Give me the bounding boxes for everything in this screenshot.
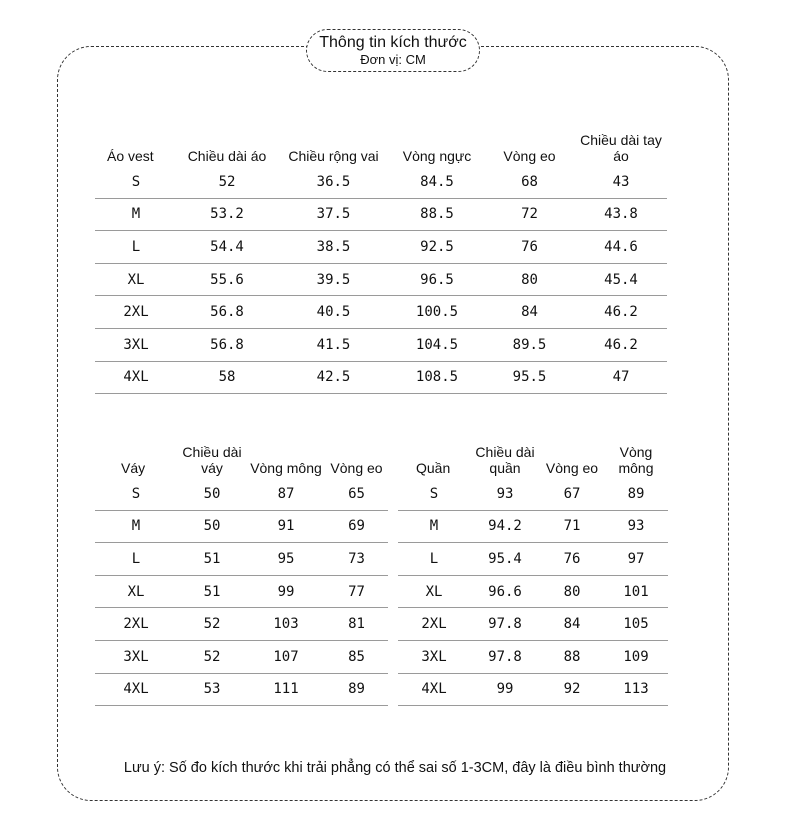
table-name: Váy xyxy=(121,460,146,476)
measurement-cell: 37.5 xyxy=(277,198,390,231)
vest-size-table xyxy=(95,132,667,394)
column-header: Vòng ngực xyxy=(402,148,472,164)
measurement-cell: 68 xyxy=(484,166,575,198)
measurement-cell: 97.8 xyxy=(470,608,540,641)
measurement-cell: 87 xyxy=(247,478,325,510)
measurement-cell: 109 xyxy=(604,640,668,673)
measurement-cell: 53 xyxy=(177,673,247,706)
measurement-cell: 103 xyxy=(247,608,325,641)
measurement-cell: 84 xyxy=(540,608,604,641)
title-badge xyxy=(306,29,480,72)
table-row xyxy=(398,640,668,673)
table-row xyxy=(95,166,667,198)
measurement-cell: 56.8 xyxy=(177,296,277,329)
unit-label: Đơn vị: CM xyxy=(360,52,426,67)
table-row xyxy=(95,640,388,673)
measurement-cell: 96.6 xyxy=(470,575,540,608)
table-name: Áo vest xyxy=(107,148,154,164)
measurement-cell: 72 xyxy=(484,198,575,231)
measurement-cell: 73 xyxy=(325,543,388,576)
measurement-cell: 95.4 xyxy=(470,543,540,576)
measurement-cell: 88 xyxy=(540,640,604,673)
table-row xyxy=(95,198,667,231)
table-row xyxy=(95,231,667,264)
measurement-cell: 92.5 xyxy=(390,231,484,264)
measurement-cell: 55.6 xyxy=(177,263,277,296)
table-row xyxy=(95,296,667,329)
column-header: Vòng mông xyxy=(618,444,654,476)
measurement-cell: 108.5 xyxy=(390,361,484,394)
measurement-cell: 46.2 xyxy=(575,328,667,361)
measurement-cell: 95 xyxy=(247,543,325,576)
table-row xyxy=(95,575,388,608)
size-label: 3XL xyxy=(95,328,177,361)
size-label: L xyxy=(95,543,177,576)
table-row xyxy=(95,478,388,510)
measurement-cell: 113 xyxy=(604,673,668,706)
measurement-cell: 71 xyxy=(540,510,604,543)
measurement-cell: 54.4 xyxy=(177,231,277,264)
measurement-cell: 65 xyxy=(325,478,388,510)
measurement-cell: 50 xyxy=(177,510,247,543)
measurement-cell: 52 xyxy=(177,608,247,641)
table-row xyxy=(398,543,668,576)
table-header-row xyxy=(398,436,668,478)
table-row xyxy=(95,673,388,706)
column-header: Chiều rộng vai xyxy=(288,148,379,164)
column-header: Vòng mông xyxy=(250,460,322,476)
measurement-cell: 42.5 xyxy=(277,361,390,394)
measurement-cell: 94.2 xyxy=(470,510,540,543)
size-label: XL xyxy=(95,575,177,608)
measurement-cell: 53.2 xyxy=(177,198,277,231)
size-label: 4XL xyxy=(95,673,177,706)
measurement-cell: 89.5 xyxy=(484,328,575,361)
table-row xyxy=(95,543,388,576)
measurement-cell: 97 xyxy=(604,543,668,576)
size-label: L xyxy=(398,543,470,576)
measurement-cell: 50 xyxy=(177,478,247,510)
table-row xyxy=(95,510,388,543)
measurement-cell: 46.2 xyxy=(575,296,667,329)
measurement-cell: 101 xyxy=(604,575,668,608)
measurement-cell: 39.5 xyxy=(277,263,390,296)
size-label: 3XL xyxy=(398,640,470,673)
measurement-cell: 45.4 xyxy=(575,263,667,296)
size-label: S xyxy=(95,478,177,510)
measurement-cell: 84.5 xyxy=(390,166,484,198)
measurement-cell: 40.5 xyxy=(277,296,390,329)
measurement-cell: 80 xyxy=(484,263,575,296)
measurement-cell: 88.5 xyxy=(390,198,484,231)
measurement-cell: 91 xyxy=(247,510,325,543)
column-header: Vòng eo xyxy=(503,148,556,164)
measurement-cell: 58 xyxy=(177,361,277,394)
measurement-cell: 76 xyxy=(484,231,575,264)
column-header: Chiều dài tay áo xyxy=(580,132,662,164)
size-label: 4XL xyxy=(398,673,470,706)
size-label: 4XL xyxy=(95,361,177,394)
measurement-cell: 51 xyxy=(177,575,247,608)
measurement-cell: 47 xyxy=(575,361,667,394)
measurement-cell: 97.8 xyxy=(470,640,540,673)
table-header-row xyxy=(95,132,667,166)
column-header: Vòng eo xyxy=(545,460,599,476)
measurement-cell: 96.5 xyxy=(390,263,484,296)
measurement-cell: 56.8 xyxy=(177,328,277,361)
measurement-cell: 104.5 xyxy=(390,328,484,361)
table-row xyxy=(95,328,667,361)
measurement-cell: 69 xyxy=(325,510,388,543)
table-row xyxy=(95,263,667,296)
measurement-cell: 41.5 xyxy=(277,328,390,361)
column-header: Chiều dài váy xyxy=(182,444,242,476)
table-row xyxy=(398,478,668,510)
measurement-cell: 84 xyxy=(484,296,575,329)
size-label: 2XL xyxy=(95,608,177,641)
measurement-cell: 43.8 xyxy=(575,198,667,231)
table-row xyxy=(398,608,668,641)
size-label: M xyxy=(95,510,177,543)
size-label: XL xyxy=(95,263,177,296)
size-label: L xyxy=(95,231,177,264)
measurement-cell: 51 xyxy=(177,543,247,576)
table-row xyxy=(95,361,667,394)
pants-size-table xyxy=(398,436,668,706)
measurement-cell: 81 xyxy=(325,608,388,641)
column-header: Vòng eo xyxy=(330,460,383,476)
size-label: S xyxy=(95,166,177,198)
column-header: Chiều dài quần xyxy=(475,444,535,476)
measurement-cell: 100.5 xyxy=(390,296,484,329)
table-header-row xyxy=(95,436,388,478)
measurement-cell: 92 xyxy=(540,673,604,706)
size-label: M xyxy=(398,510,470,543)
table-row xyxy=(398,575,668,608)
measurement-cell: 111 xyxy=(247,673,325,706)
measurement-cell: 44.6 xyxy=(575,231,667,264)
measurement-cell: 93 xyxy=(604,510,668,543)
measurement-cell: 105 xyxy=(604,608,668,641)
table-row xyxy=(95,608,388,641)
skirt-size-table xyxy=(95,436,388,706)
measurement-note: Lưu ý: Số đo kích thước khi trải phẳng có thể sai số 1-3CM, đây là điều bình thường xyxy=(123,760,667,776)
size-label: 3XL xyxy=(95,640,177,673)
measurement-cell: 38.5 xyxy=(277,231,390,264)
size-label: XL xyxy=(398,575,470,608)
column-header: Chiều dài áo xyxy=(187,148,267,164)
measurement-cell: 99 xyxy=(247,575,325,608)
size-label: M xyxy=(95,198,177,231)
measurement-cell: 52 xyxy=(177,640,247,673)
measurement-cell: 76 xyxy=(540,543,604,576)
measurement-cell: 93 xyxy=(470,478,540,510)
measurement-cell: 95.5 xyxy=(484,361,575,394)
table-name: Quần xyxy=(416,460,451,476)
size-label: 2XL xyxy=(398,608,470,641)
measurement-cell: 85 xyxy=(325,640,388,673)
size-label: S xyxy=(398,478,470,510)
measurement-cell: 99 xyxy=(470,673,540,706)
measurement-cell: 89 xyxy=(604,478,668,510)
table-row xyxy=(398,673,668,706)
measurement-cell: 80 xyxy=(540,575,604,608)
measurement-cell: 36.5 xyxy=(277,166,390,198)
size-label: 2XL xyxy=(95,296,177,329)
measurement-cell: 107 xyxy=(247,640,325,673)
measurement-cell: 43 xyxy=(575,166,667,198)
page-title: Thông tin kích thước xyxy=(319,34,467,51)
measurement-cell: 89 xyxy=(325,673,388,706)
measurement-cell: 67 xyxy=(540,478,604,510)
measurement-cell: 52 xyxy=(177,166,277,198)
measurement-cell: 77 xyxy=(325,575,388,608)
table-row xyxy=(398,510,668,543)
